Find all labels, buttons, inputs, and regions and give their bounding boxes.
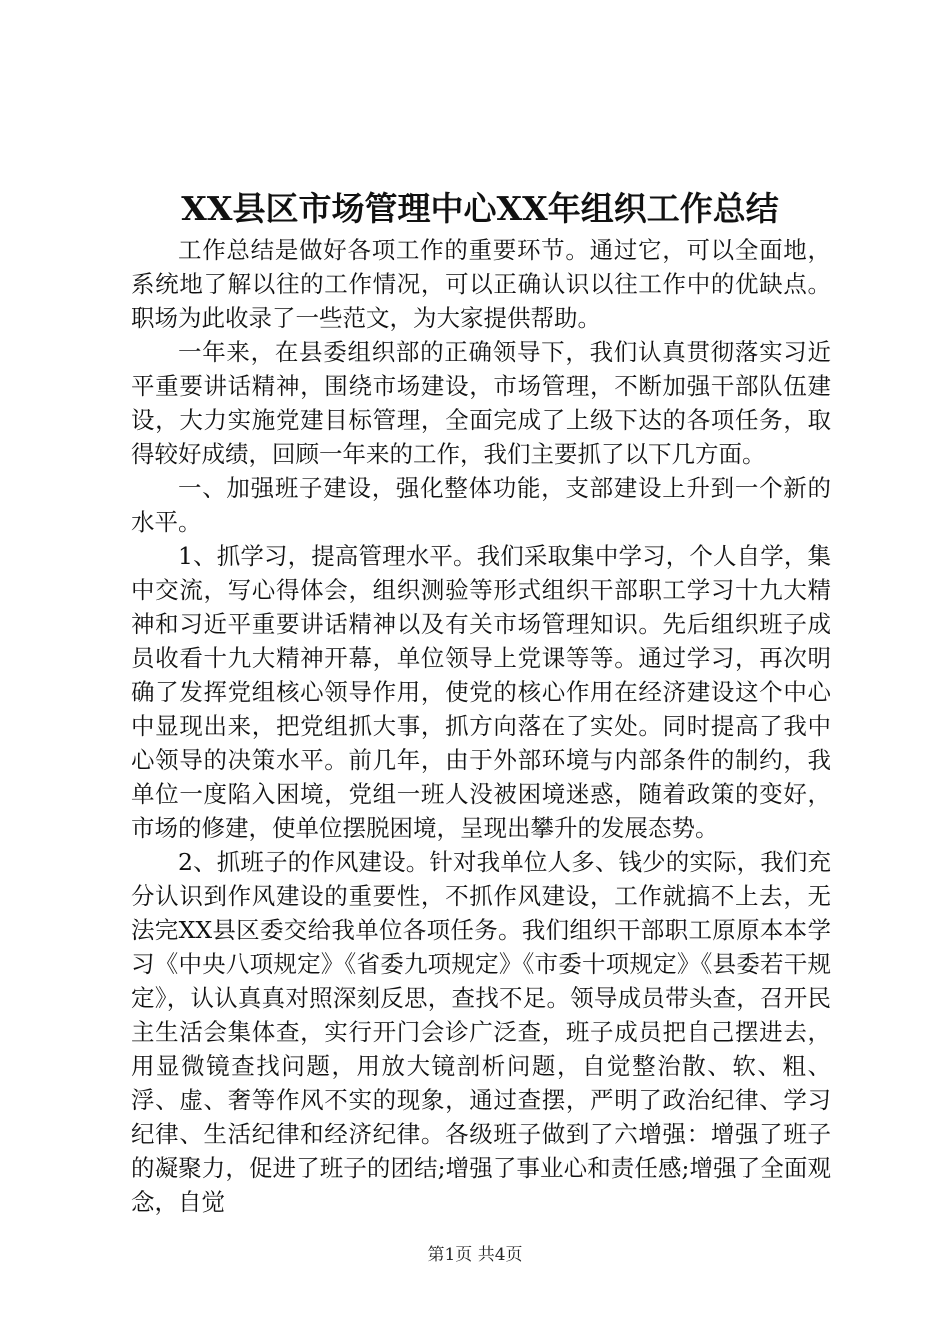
- document-title: XX县区市场管理中心XX年组织工作总结: [181, 189, 779, 228]
- section-heading-1: 一、加强班子建设，强化整体功能，支部建设上升到一个新的水平。: [131, 474, 831, 536]
- document-body: [131, 233, 831, 1219]
- page-footer: 第1页 共4页: [427, 1245, 523, 1265]
- paragraph-overview: 一年来，在县委组织部的正确领导下，我们认真贯彻落实习近平重要讲话精神，围绕市场建设，市场管理，不断加强干部队伍建设，大力实施党建目标管理，全面完成了上级下达的各项任务，取得较好成绩，回顾一年来的工作，我们主要抓了以下几方面。: [131, 338, 831, 468]
- paragraph-work-style: 2、抓班子的作风建设。针对我单位人多、钱少的实际，我们充分认识到作风建设的重要性，不抓作风建设，工作就搞不上去，无法完XX县区委交给我单位各项任务。我们组织干部职工原原本本学习《中央八项规定》《省委九项规定》《市委十项规定》《县委若干规定》，认认真真对照深刻反思，查找不足。领导成员带头查，召开民主生活会集体查，实行开门会诊广泛查，班子成员把自己摆进去，用显微镜查找问题，用放大镜剖析问题，自觉整治散、软、粗、浮、虚、奢等作风不实的现象，通过查摆，严明了政治纪律、学习纪律、生活纪律和经济纪律。各级班子做到了六增强：增强了班子的凝聚力，促进了班子的团结;增强了事业心和责任感;增强了全面观念，自觉: [131, 848, 831, 1216]
- paragraph-intro: 工作总结是做好各项工作的重要环节。通过它，可以全面地，系统地了解以往的工作情况，可以正确认识以往工作中的优缺点。职场为此收录了一些范文，为大家提供帮助。: [131, 236, 831, 332]
- paragraph-study: 1、抓学习，提高管理水平。我们采取集中学习，个人自学，集中交流，写心得体会，组织测验等形式组织干部职工学习十九大精神和习近平重要讲话精神以及有关市场管理知识。先后组织班子成员收看十九大精神开幕，单位领导上党课等等。通过学习，再次明确了发挥党组核心领导作用，使党的核心作用在经济建设这个中心中显现出来，把党组抓大事，抓方向落在了实处。同时提高了我中心领导的决策水平。前几年，由于外部环境与内部条件的制约，我单位一度陷入困境，党组一班人没被困境迷惑，随着政策的变好，市场的修建，使单位摆脱困境，呈现出攀升的发展态势。: [131, 542, 831, 842]
